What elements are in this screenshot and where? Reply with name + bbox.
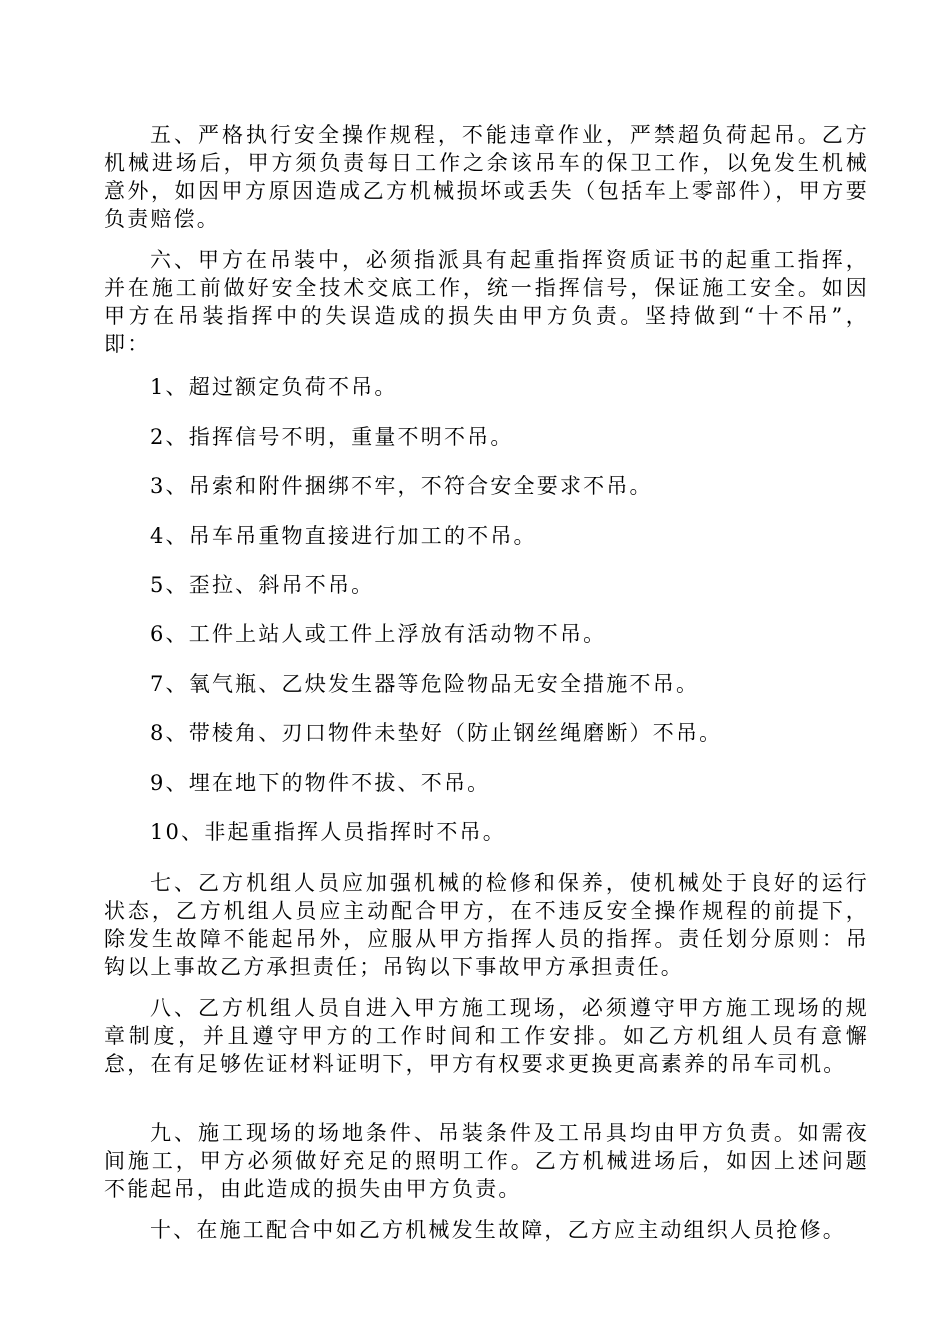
section-ten-paragraph: 十、在施工配合中如乙方机械发生故障，乙方应主动组织人员抢修。 xyxy=(150,1218,846,1242)
rule-item-4: 4、吊车吊重物直接进行加工的不吊。 xyxy=(150,524,537,548)
rule-item-1: 1、超过额定负荷不吊。 xyxy=(150,375,398,399)
section-nine-paragraph: 九、施工现场的场地条件、吊装条件及工吊具均由甲方负责。如需夜间施工，甲方必须做好充足的照明工作。乙方机械进场后，如因上述问题不能起吊，由此造成的损失由甲方负责。 xyxy=(104,1121,869,1201)
rule-item-2: 2、指挥信号不明，重量不明不吊。 xyxy=(150,425,514,449)
section-eight-paragraph: 八、乙方机组人员自进入甲方施工现场，必须遵守甲方施工现场的规章制度，并且遵守甲方的工作时间和工作安排。如乙方机组人员有意懈怠，在有足够佐证材料证明下，甲方有权要求更换更高素养的吊车司机。 xyxy=(104,996,869,1076)
section-six-paragraph: 六、甲方在吊装中，必须指派具有起重指挥资质证书的起重工指挥，并在施工前做好安全技术交底工作，统一指挥信号，保证施工安全。如因甲方在吊装指挥中的失误造成的损失由甲方负责。坚持做到“十不吊”，即： xyxy=(104,248,869,356)
rule-item-8: 8、带棱角、刃口物件未垫好（防止钢丝绳磨断）不吊。 xyxy=(150,721,723,745)
rule-item-3: 3、吊索和附件捆绑不牢，不符合安全要求不吊。 xyxy=(150,474,653,498)
section-seven-paragraph: 七、乙方机组人员应加强机械的检修和保养，使机械处于良好的运行状态，乙方机组人员应主动配合甲方，在不违反安全操作规程的前提下，除发生故障不能起吊外，应服从甲方指挥人员的指挥。责任划分原则：吊钩以上事故乙方承担责任；吊钩以下事故甲方承担责任。 xyxy=(104,871,869,979)
section-five-paragraph: 五、严格执行安全操作规程，不能违章作业，严禁超负荷起吊。乙方机械进场后，甲方须负责每日工作之余该吊车的保卫工作，以免发生机械意外，如因甲方原因造成乙方机械损坏或丢失（包括车上零部件），甲方要负责赔偿。 xyxy=(104,123,869,231)
rule-item-9: 9、埋在地下的物件不拔、不吊。 xyxy=(150,771,491,795)
rule-item-10: 10、非起重指挥人员指挥时不吊。 xyxy=(150,820,506,844)
rule-item-5: 5、歪拉、斜吊不吊。 xyxy=(150,573,375,597)
rule-item-7: 7、氧气瓶、乙炔发生器等危险物品无安全措施不吊。 xyxy=(150,672,700,696)
rule-item-6: 6、工件上站人或工件上浮放有活动物不吊。 xyxy=(150,622,607,646)
